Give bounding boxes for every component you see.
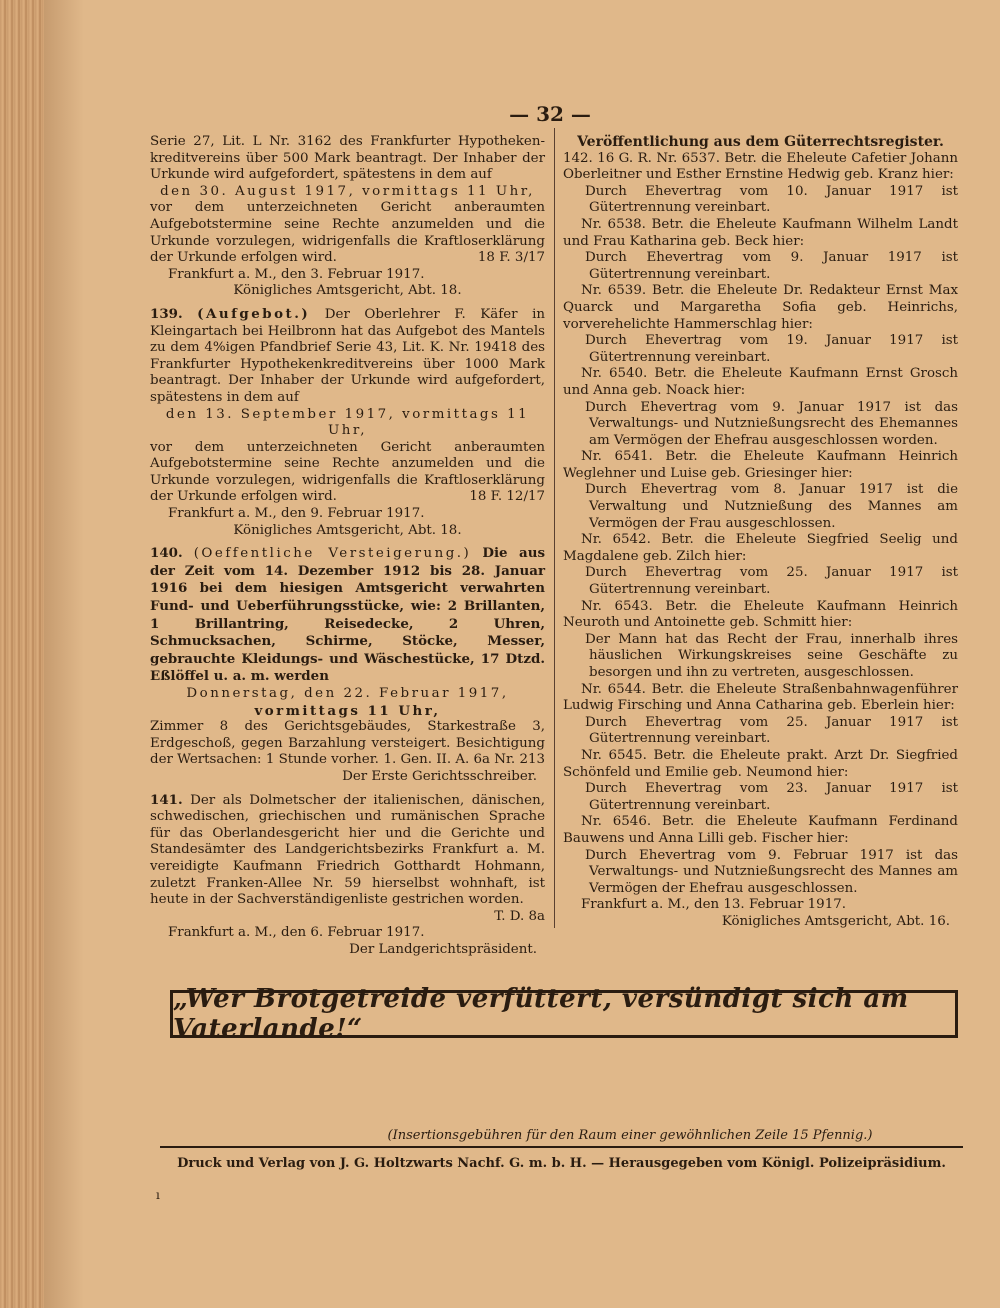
entry-138-place: Frankfurt a. M., den 3. Februar 1917. bbox=[168, 266, 425, 282]
entry-139-text-2: vor dem unterzeichneten Gericht anberaumten Aufgebotstermine seine Rechte anzumelden und die Urkunde vorzulegen, widrigenfalls die Kraftloserklärung der Urkunde erfolgen wird. 18 F. 12/17 bbox=[150, 439, 545, 505]
register-heading: Veröffentlichung aus dem Güterrechtsregister. bbox=[577, 134, 944, 150]
entry-140-title: (Oeffentliche Versteigerung.) bbox=[193, 546, 472, 562]
entry-140-text-2: Zimmer 8 des Gerichtsgebäudes, Starkestraße 3, Erdgeschoß, gegen Barzahlung versteigert. Besichtigung der Wertsachen: 1 Stunde vorher. 1. Gen. II. A. 6a Nr. 213 bbox=[150, 719, 545, 768]
register-place: Frankfurt a. M., den 13. Februar 1917. bbox=[581, 897, 846, 913]
entry-6538-text: Durch Ehevertrag vom 9. Januar 1917 ist Gütertrennung vereinbart. bbox=[585, 250, 958, 282]
entry-139-court: Königliches Amtsgericht, Abt. 18. bbox=[233, 522, 462, 538]
entry-142-text: Durch Ehevertrag vom 10. Januar 1917 ist Gütertrennung vereinbart. bbox=[585, 183, 958, 216]
entry-141: 141. Der als Dolmetscher der italienischen, dänischen, schwedischen, griechischen und rumänischen Sprache für das Oberlandesgericht hier und die Gerichte und Standesämter des Landgerichtsbezirks Frankfurt a. M. vereidigte Kaufmann Friedrich Gotthardt Hohmann, zuletzt Franken-Allee Nr. 59 hierselbst wohnhaft, ist heute in der Sachverständigenliste gestrichen worden. T. D. 8a bbox=[150, 791, 545, 924]
entry-138-court: Königliches Amtsgericht, Abt. 18. bbox=[233, 283, 462, 299]
slogan-box bbox=[170, 984, 958, 1044]
entry-6543: Nr. 6543. Betr. die Eheleute Kaufmann Heinrich Neuroth und Antoinette geb. Schmitt hier: bbox=[563, 598, 958, 631]
entry-6540: Nr. 6540. Betr. die Eheleute Kaufmann Ernst Grosch und Anna geb. Noack hier: bbox=[563, 366, 958, 398]
column-divider bbox=[554, 128, 555, 928]
entry-139-title: (Aufgebot.) bbox=[197, 305, 311, 322]
entry-6541: Nr. 6541. Betr. die Eheleute Kaufmann Heinrich Weglehner und Luise geb. Griesinger hier: bbox=[563, 449, 958, 481]
entry-141-number: 141. bbox=[150, 791, 183, 808]
entry-6542-text: Durch Ehevertrag vom 25. Januar 1917 ist Gütertrennung vereinbart. bbox=[585, 565, 958, 598]
entry-140-sign: Der Erste Gerichtsschreiber. bbox=[342, 768, 537, 784]
entry-138-text-2: vor dem unterzeichneten Gericht anberaumten Aufgebotstermine seine Rechte anzumelden und die Urkunde vorzulegen, widrigenfalls die Kraftloserklärung der Urkunde erfolgen wird. 18 F. 3/17 bbox=[150, 200, 545, 266]
entry-140-date-2: vormittags 11 Uhr, bbox=[254, 702, 441, 719]
entry-6544-text: Durch Ehevertrag vom 25. Januar 1917 ist Gütertrennung vereinbart. bbox=[585, 714, 958, 747]
margin-mark: ı bbox=[156, 1188, 160, 1202]
imprint: Druck und Verlag von J. G. Holtzwarts Nachf. G. m. b. H. — Herausgegeben vom Königl. Polizeipräsidium. bbox=[177, 1156, 946, 1171]
entry-139: 139. (Aufgebot.) Der Oberlehrer F. Käfer in Kleingartach bei Heilbronn hat das Aufgebot des Mantels zu dem 4%igen Pfandbrief Serie 43, Lit. K. Nr. 19418 des Frankfurter Hypothekenkreditvereins über 1000 Mark beantragt. Der Inhaber der Urkunde wird aufgefordert, spätestens in dem auf bbox=[150, 305, 545, 405]
slogan-text: „Wer Brotgetreide verfüttert, versündigt sich am Vaterlande!“ bbox=[173, 984, 909, 1044]
entry-142: 142. 16 G. R. Nr. 6537. Betr. die Eheleute Cafetier Johann Oberleitner und Esther Ernstine Hedwig geb. Kranz hier: bbox=[563, 150, 958, 183]
entry-6540-text: Durch Ehevertrag vom 9. Januar 1917 ist das Verwaltungs- und Nutznießungsrecht des Ehemannes am Vermögen der Ehefrau ausgeschlossen worden. bbox=[585, 399, 958, 448]
fee-note: (Insertionsgebühren für den Raum einer gewöhnlichen Zeile 15 Pfennig.) bbox=[387, 1128, 873, 1143]
entry-141-sign: Der Landgerichtspräsident. bbox=[349, 941, 537, 957]
book-page-edge bbox=[0, 0, 44, 1308]
entry-140-number: 140. bbox=[150, 545, 183, 562]
entry-6546-text: Durch Ehevertrag vom 9. Februar 1917 ist das Verwaltungs- und Nutznießungsrecht des Mannes am Vermögen der Ehefrau ausgeschlossen. bbox=[585, 847, 958, 896]
entry-6542: Nr. 6542. Betr. die Eheleute Siegfried Seelig und Magdalene geb. Zilch hier: bbox=[563, 532, 958, 564]
entry-141-place: Frankfurt a. M., den 6. Februar 1917. bbox=[168, 925, 425, 941]
entry-6539: Nr. 6539. Betr. die Eheleute Dr. Redakteur Ernst Max Quarck und Margaretha Sofia geb. Heinrichs, vorverehelichte Hammerschlag hier: bbox=[563, 283, 958, 332]
entry-6538: Nr. 6538. Betr. die Eheleute Kaufmann Wilhelm Landt und Frau Katharina geb. Beck hier: bbox=[563, 216, 958, 249]
gutter-shadow bbox=[44, 0, 84, 1308]
entry-140: 140. (Oeffentliche Versteigerung.) Die aus der Zeit vom 14. Dezember 1912 bis 28. Januar 1916 bei dem hiesigen Amtsgericht verwahrten Fund- und Ueberführungsstücke, wie: 2 Brillanten, 1 Brillantring, Reisedecke, 2 Uhren, Schmucksachen, Schirme, Stöcke, Messer, gebrauchte Kleidungs- und Wäschestücke, 17 Dtzd. Eßlöffel u. a. m. werden bbox=[150, 545, 545, 685]
entry-6545-text: Durch Ehevertrag vom 23. Januar 1917 ist Gütertrennung vereinbart. bbox=[585, 781, 958, 813]
entry-138-text: Serie 27, Lit. L Nr. 3162 des Frankfurter Hypotheken-kreditvereins über 500 Mark beantragt. Der Inhaber der Urkunde wird aufgefordert, spätestens in dem auf bbox=[150, 134, 545, 183]
entry-138-ref: 18 F. 3/17 bbox=[477, 250, 545, 266]
entry-139-number: 139. bbox=[150, 305, 183, 322]
entry-6544: Nr. 6544. Betr. die Eheleute Straßenbahnwagenführer Ludwig Firsching und Anna Catharina geb. Eberlein hier: bbox=[563, 681, 958, 714]
entry-6546: Nr. 6546. Betr. die Eheleute Kaufmann Ferdinand Bauwens und Anna Lilli geb. Fischer hier: bbox=[563, 814, 958, 846]
page-number: — 32 — bbox=[509, 102, 591, 126]
entry-6541-text: Durch Ehevertrag vom 8. Januar 1917 ist die Verwaltung und Nutznießung des Mannes am Vermögen der Frau ausgeschlossen. bbox=[585, 482, 958, 531]
entry-6545: Nr. 6545. Betr. die Eheleute prakt. Arzt Dr. Siegfried Schönfeld und Emilie geb. Neumond hier: bbox=[563, 747, 958, 780]
entry-140-ref: 1. Gen. II. A. 6a Nr. 213 bbox=[383, 752, 545, 768]
register-court: Königliches Amtsgericht, Abt. 16. bbox=[721, 913, 950, 929]
entry-140-date-1: Donnerstag, den 22. Februar 1917, bbox=[186, 686, 509, 701]
entry-139-date: den 13. September 1917, vormittags 11 Uhr, bbox=[165, 406, 530, 439]
entry-141-ref: T. D. 8a bbox=[494, 908, 545, 924]
entry-139-ref: 18 F. 12/17 bbox=[469, 489, 545, 505]
entry-139-place: Frankfurt a. M., den 9. Februar 1917. bbox=[168, 506, 425, 522]
footer-rule bbox=[160, 1146, 963, 1148]
right-column bbox=[563, 134, 958, 931]
entry-6539-text: Durch Ehevertrag vom 19. Januar 1917 ist Gütertrennung vereinbart. bbox=[585, 333, 958, 365]
entry-6543-text: Der Mann hat das Recht der Frau, innerhalb ihres häuslichen Wirkungskreises seine Geschäfte zu besorgen und ihn zu vertreten, ausgeschlossen. bbox=[585, 631, 958, 680]
entry-138-date: den 30. August 1917, vormittags 11 Uhr, bbox=[160, 183, 535, 199]
left-column bbox=[150, 134, 545, 959]
